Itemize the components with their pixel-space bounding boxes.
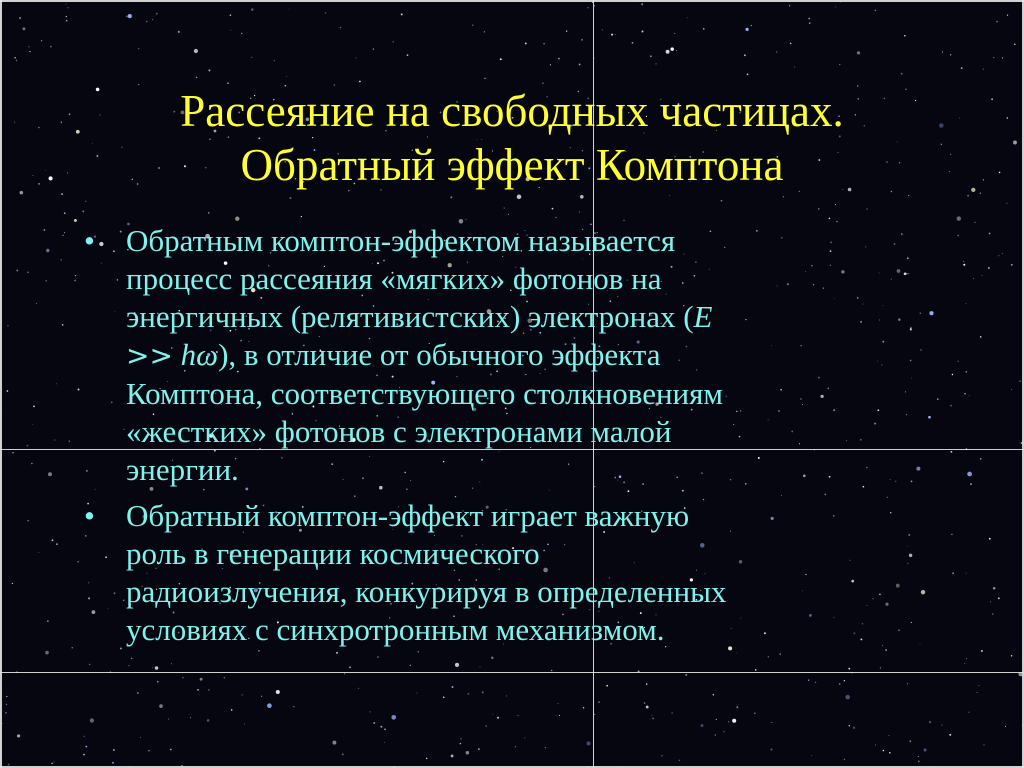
text-fragment: энергичных (релятивистских) электронах ( <box>126 299 694 334</box>
text-fragment: ), в отличие от обычного эффекта <box>218 337 661 372</box>
text-line: условиях с синхротронным механизмом. <box>126 612 665 647</box>
bullet-item-inverse-compton-definition <box>84 222 914 489</box>
text-line: Обратный комптон-эффект играет важную <box>126 498 690 533</box>
text-line: энергии. <box>126 452 239 487</box>
horizontal-grid-line-lower <box>0 672 1024 673</box>
much-greater-symbol: >> <box>126 339 173 372</box>
frame-left <box>0 0 2 768</box>
energy-symbol: E <box>693 299 713 334</box>
text-line <box>126 298 914 336</box>
photon-energy-symbol: hω <box>180 337 219 372</box>
bullet-dot-icon: • <box>84 498 95 533</box>
text-line: Комптона, соответствующего столкновениям <box>126 376 724 411</box>
title-line-2: Обратный эффект Комптона <box>240 140 784 190</box>
title-line-1: Рассеяние на свободных частицах. <box>180 86 844 136</box>
text-line: роль в генерации космического <box>126 536 540 571</box>
slide-title <box>60 84 964 192</box>
text-line: Обратным комптон-эффектом называется <box>126 223 676 258</box>
text-line: радиоизлучения, конкурируя в определенных <box>126 574 727 609</box>
bullet-dot-icon: • <box>84 223 95 258</box>
bullet-item-cosmic-radio-emission <box>84 497 914 649</box>
frame-top <box>0 0 1024 2</box>
text-line: «жестких» фотонов с электронами малой <box>126 414 672 449</box>
text-line: процесс рассеяния «мягких» фотонов на <box>126 261 662 296</box>
bullet-list <box>84 222 914 657</box>
text-line <box>126 336 914 375</box>
